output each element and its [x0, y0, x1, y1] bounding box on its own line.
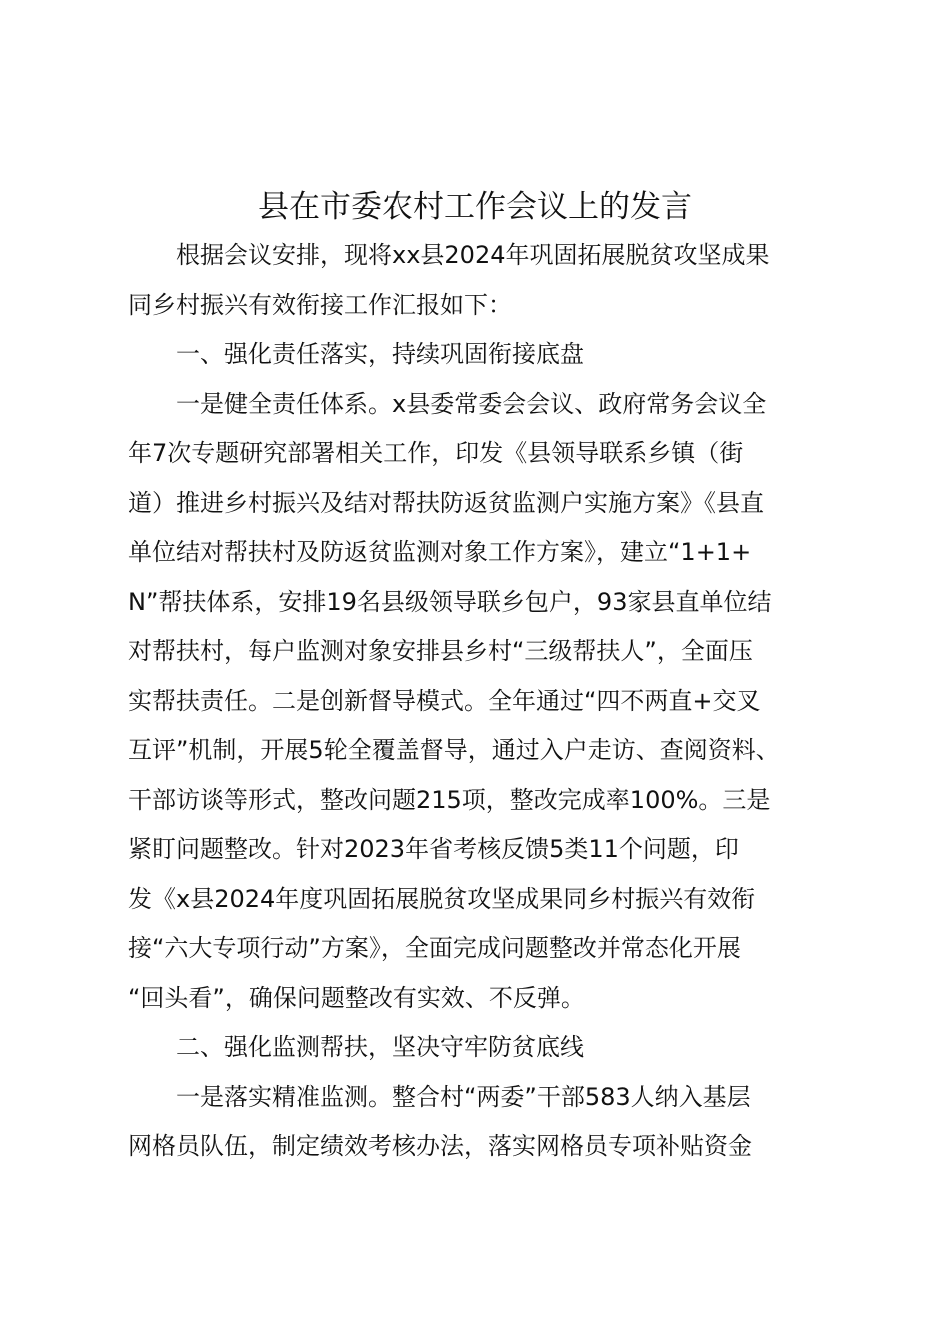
paragraph-line: 同乡村振兴有效衔接工作汇报如下： — [128, 290, 512, 319]
paragraph-line: N”帮扶体系，安排19名县级领导联乡包户，93家县直单位结 — [128, 587, 772, 616]
section-heading: 二、强化监测帮扶，坚决守牢防贫底线 — [176, 1033, 584, 1061]
paragraph-line: 年7次专题研究部署相关工作，印发《县领导联系乡镇（街 — [128, 439, 744, 467]
paragraph-line: 根据会议安排，现将xx县2024年巩固拓展脱贫攻坚成果 — [176, 241, 770, 269]
paragraph-line: 紧盯问题整改。针对2023年省考核反馈5类11个问题，印 — [128, 835, 739, 863]
paragraph-line: 网格员队伍，制定绩效考核办法，落实网格员专项补贴资金 — [128, 1132, 752, 1160]
paragraph-line: 一是健全责任体系。x县委常委会会议、政府常务会议全 — [176, 389, 767, 418]
paragraph-line: 一是落实精准监测。整合村“两委”干部583人纳入基层 — [176, 1082, 751, 1111]
paragraph-line: 互评”机制，开展5轮全覆盖督导，通过入户走访、查阅资料、 — [128, 736, 780, 764]
paragraph-line: “回头看”，确保问题整改有实效、不反弹。 — [128, 983, 585, 1012]
paragraph-line: 实帮扶责任。二是创新督导模式。全年通过“四不两直+交叉 — [128, 686, 761, 715]
paragraph-line: 单位结对帮扶村及防返贫监测对象工作方案》，建立“1+1+ — [128, 538, 752, 566]
paragraph-line: 对帮扶村，每户监测对象安排县乡村“三级帮扶人”，全面压 — [128, 637, 753, 665]
document-title: 县在市委农村工作会议上的发言 — [258, 189, 692, 225]
paragraph-line: 道）推进乡村振兴及结对帮扶防返贫监测户实施方案》《县直 — [128, 488, 764, 517]
document-body — [128, 231, 828, 1172]
paragraph-line: 发《x县2024年度巩固拓展脱贫攻坚成果同乡村振兴有效衔 — [128, 884, 756, 913]
section-heading: 一、强化责任落实，持续巩固衔接底盘 — [176, 340, 584, 368]
paragraph-line: 干部访谈等形式，整改问题215项，整改完成率100%。三是 — [128, 785, 771, 814]
paragraph-line: 接“六大专项行动”方案》，全面完成问题整改并常态化开展 — [128, 934, 741, 962]
